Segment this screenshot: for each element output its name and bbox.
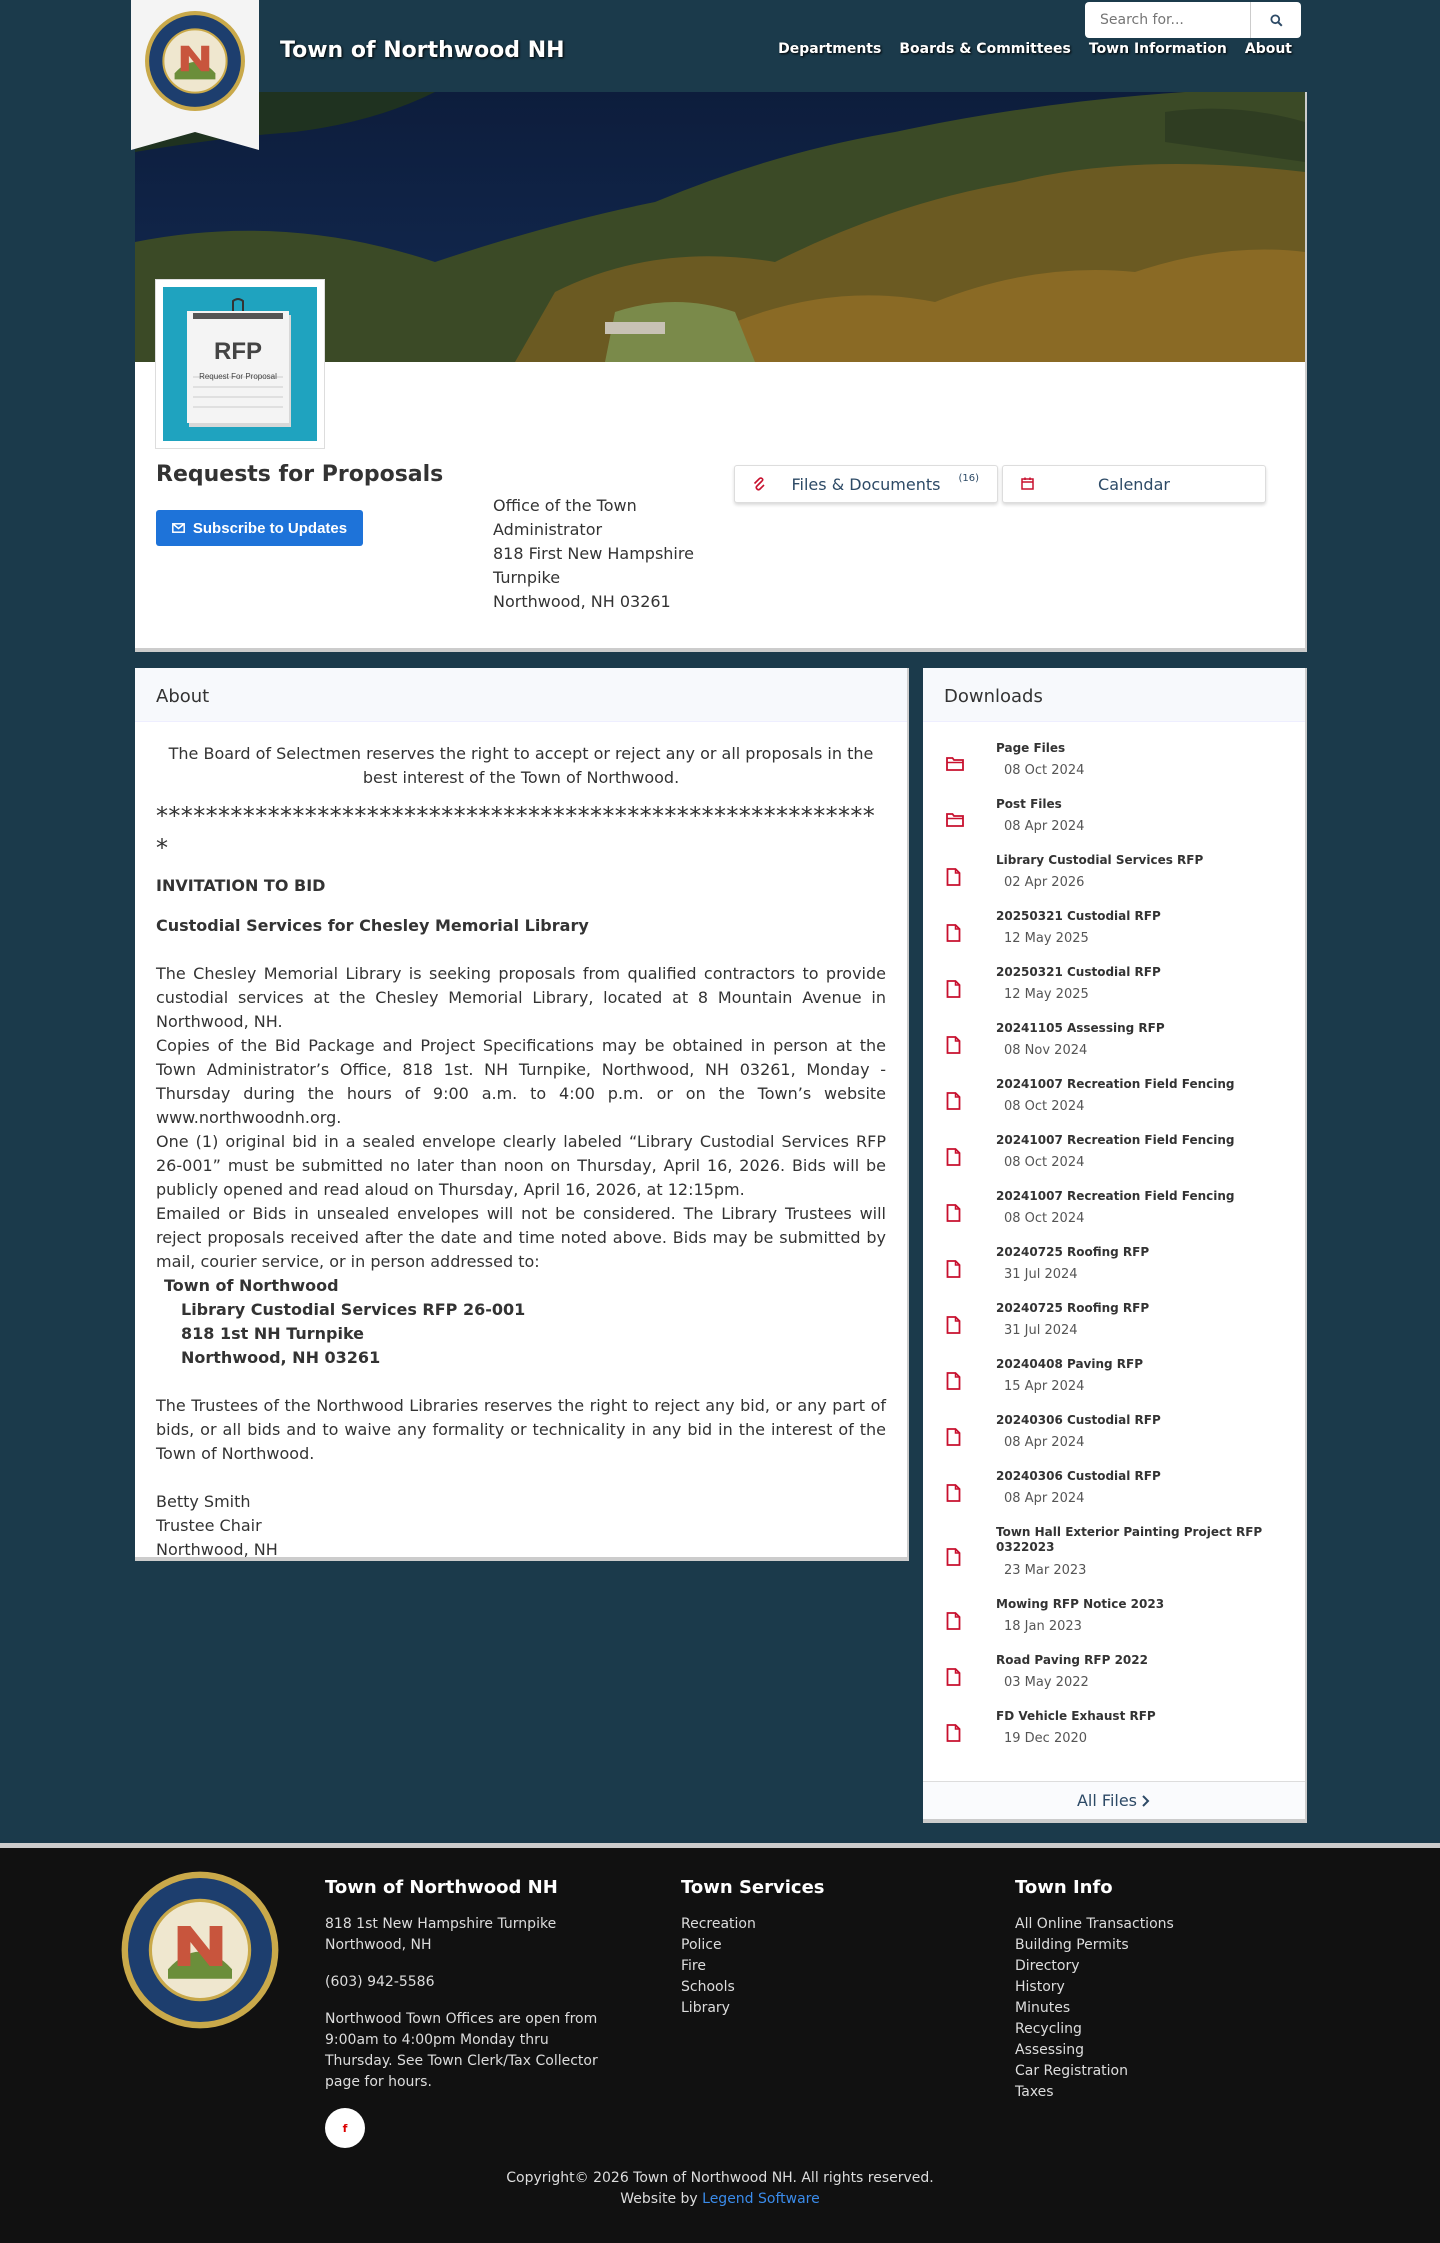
footer-hours: Northwood Town Offices are open from 9:00am to 4:00pm Monday thru Thursday. See Town Clerk/Tax Collector page for hours.: [325, 2011, 598, 2090]
file-icon: [946, 1428, 961, 1450]
downloads-heading: Downloads: [923, 668, 1305, 722]
bid-paragraph-5: The Trustees of the Northwood Libraries reserves the right to reject any bid, or any part of bids, or all bids and to waive any formality or technicality in any bid in the interest of the Town of Northwood.: [156, 1396, 886, 1463]
footer-town-seal: [120, 1870, 280, 2030]
signature-location: Northwood, NH: [156, 1540, 278, 1559]
file-icon: [946, 1548, 961, 1570]
folder-icon: [946, 812, 964, 831]
about-body: [135, 722, 907, 1582]
download-file-date: 03 May 2022: [1004, 1675, 1089, 1690]
footer-address-2: Northwood, NH: [325, 1937, 432, 1953]
bid-paragraph-4: Emailed or Bids in unsealed envelopes will not be considered. The Library Trustees will reject proposals received after the date and time noted above. Bids may be submitted by mail, courier service, or in person addressed to:: [156, 1204, 886, 1271]
copyright: [0, 2168, 1440, 2210]
download-item[interactable]: [923, 1238, 1305, 1294]
download-file-name[interactable]: 20240725 Roofing RFP: [996, 1245, 1150, 1259]
calendar-icon: [1021, 477, 1034, 490]
files-documents-label: Files & Documents: [791, 474, 941, 494]
download-file-date: 08 Nov 2024: [1004, 1043, 1088, 1058]
signature-title: Trustee Chair: [156, 1516, 262, 1535]
subscribe-button[interactable]: Subscribe to Updates: [156, 510, 363, 546]
footer-link-minutes[interactable]: Minutes: [1015, 2000, 1071, 2016]
download-file-date: 08 Apr 2024: [1004, 1491, 1085, 1506]
footer-link-building-permits[interactable]: Building Permits: [1015, 1937, 1129, 1953]
download-item[interactable]: [923, 1350, 1305, 1406]
download-item[interactable]: [923, 1294, 1305, 1350]
download-item[interactable]: [923, 902, 1305, 958]
search-input[interactable]: [1085, 2, 1251, 38]
download-file-date: 31 Jul 2024: [1004, 1323, 1078, 1338]
website-by-label: Website by: [620, 2191, 698, 2207]
nav-departments[interactable]: Departments: [778, 41, 882, 57]
download-file-date: 23 Mar 2023: [1004, 1563, 1087, 1578]
download-item[interactable]: [923, 846, 1305, 902]
file-icon: [946, 1612, 961, 1634]
footer-link-car-registration[interactable]: Car Registration: [1015, 2063, 1128, 2079]
download-file-date: 12 May 2025: [1004, 987, 1089, 1002]
main-nav: [778, 41, 1292, 57]
subject-heading: Custodial Services for Chesley Memorial Library: [156, 916, 589, 935]
download-file-date: 08 Oct 2024: [1004, 763, 1085, 778]
footer-phone[interactable]: (603) 942-5586: [325, 1974, 435, 1990]
download-item[interactable]: [923, 1646, 1305, 1702]
facebook-icon[interactable]: f: [325, 2108, 365, 2148]
mailing-line-3: Northwood, NH 03261: [181, 1348, 381, 1367]
bid-paragraph-2: Copies of the Bid Package and Project Specifications may be obtained in person at the Town Administrator’s Office, 818 1st. NH Turnpike, Northwood, NH 03261, Monday - Thursday during the hours of 9:00 a.m. to 4:00 p.m. or on the Town’s website www.northwoodnh.org.: [156, 1036, 886, 1127]
file-icon: [946, 1148, 961, 1170]
calendar-tab[interactable]: [1002, 465, 1266, 503]
footer-link-online-transactions[interactable]: All Online Transactions: [1015, 1916, 1174, 1932]
download-file-name[interactable]: 20241105 Assessing RFP: [996, 1021, 1165, 1035]
download-file-date: 12 May 2025: [1004, 931, 1089, 946]
nav-town-information[interactable]: Town Information: [1088, 41, 1227, 57]
mailing-line-1: Library Custodial Services RFP 26-001: [181, 1300, 526, 1319]
download-file-date: 15 Apr 2024: [1004, 1379, 1085, 1394]
svg-text:Request For Proposal: Request For Proposal: [199, 372, 277, 381]
footer-services-column: [681, 1876, 931, 2019]
download-file-name[interactable]: 20240408 Paving RFP: [996, 1357, 1144, 1371]
invitation-heading: INVITATION TO BID: [156, 876, 326, 895]
download-file-date: 02 Apr 2026: [1004, 875, 1085, 890]
files-documents-tab[interactable]: [734, 465, 998, 503]
download-file-date: 19 Dec 2020: [1004, 1731, 1088, 1746]
header: [0, 0, 1440, 92]
rfp-thumbnail: [155, 279, 325, 449]
about-card: [135, 668, 907, 1561]
nav-boards-committees[interactable]: Boards & Committees: [899, 41, 1071, 57]
download-item[interactable]: [923, 1590, 1305, 1646]
footer-contact-heading: Town of Northwood NH: [325, 1877, 558, 1898]
download-file-name[interactable]: Library Custodial Services RFP: [996, 853, 1204, 867]
file-icon: [946, 1036, 961, 1058]
calendar-label: Calendar: [1098, 474, 1170, 494]
footer-address-1: 818 1st New Hampshire Turnpike: [325, 1916, 557, 1932]
mailing-line-2: 818 1st NH Turnpike: [181, 1324, 365, 1343]
search-icon: [1270, 14, 1283, 27]
file-icon: [946, 980, 961, 1002]
download-file-name[interactable]: 20240306 Custodial RFP: [996, 1469, 1161, 1483]
copyright-text: Copyright© 2026 Town of Northwood NH. All rights reserved.: [506, 2170, 934, 2186]
files-count-badge: (16): [958, 473, 979, 484]
file-icon: [946, 1372, 961, 1394]
download-item[interactable]: [923, 1182, 1305, 1238]
bid-paragraph-3: One (1) original bid in a sealed envelope clearly labeled “Library Custodial Services RFP 26-001” must be submitted no later than noon on Thursday, April 16, 2026. Bids will be publicly opened and read aloud on Thursday, April 16, 2026, at 12:15pm.: [156, 1132, 886, 1199]
footer-link-history[interactable]: History: [1015, 1979, 1065, 1995]
file-icon: [946, 924, 961, 946]
download-file-name[interactable]: FD Vehicle Exhaust RFP: [996, 1709, 1156, 1723]
intro-text: The Board of Selectmen reserves the right to accept or reject any or all proposals in the best interest of the Town of Northwood.: [168, 744, 874, 787]
download-file-date: 08 Oct 2024: [1004, 1211, 1085, 1226]
svg-text:RFP: RFP: [214, 338, 262, 365]
vendor-link[interactable]: Legend Software: [702, 2191, 820, 2207]
footer-link-library[interactable]: Library: [681, 2000, 730, 2016]
download-file-date: 08 Oct 2024: [1004, 1099, 1085, 1114]
file-icon: [946, 1724, 961, 1746]
search-button[interactable]: [1251, 2, 1301, 38]
envelope-icon: [172, 523, 185, 533]
download-item[interactable]: [923, 734, 1305, 790]
footer-link-recreation[interactable]: Recreation: [681, 1916, 756, 1932]
file-icon: [946, 1092, 961, 1114]
download-item[interactable]: [923, 1126, 1305, 1182]
download-item[interactable]: [923, 1462, 1305, 1518]
download-file-name[interactable]: Town Hall Exterior Painting Project RFP 0322023: [996, 1525, 1263, 1554]
footer-link-schools[interactable]: Schools: [681, 1979, 735, 1995]
download-file-date: 18 Jan 2023: [1004, 1619, 1082, 1634]
file-icon: [946, 1484, 961, 1506]
download-item[interactable]: [923, 790, 1305, 846]
search-box: [1085, 2, 1301, 38]
page-header-card: [135, 92, 1305, 652]
footer-link-assessing[interactable]: Assessing: [1015, 2042, 1085, 2058]
town-seal-logo: [144, 10, 246, 112]
file-icon: [946, 1316, 961, 1338]
downloads-list: [923, 722, 1305, 1758]
download-file-name[interactable]: 20241007 Recreation Field Fencing: [996, 1077, 1235, 1091]
footer-link-fire[interactable]: Fire: [681, 1958, 706, 1974]
file-icon: [946, 1668, 961, 1690]
download-file-name[interactable]: Mowing RFP Notice 2023: [996, 1597, 1165, 1611]
all-files-link[interactable]: All Files: [923, 1781, 1305, 1819]
footer: [0, 1843, 1440, 2243]
download-file-name[interactable]: 20250321 Custodial RFP: [996, 909, 1161, 923]
office-address: Office of the Town Administrator 818 First New Hampshire Turnpike Northwood, NH 03261: [493, 496, 694, 611]
download-file-date: 08 Oct 2024: [1004, 1155, 1085, 1170]
download-file-name[interactable]: 20250321 Custodial RFP: [996, 965, 1161, 979]
download-item[interactable]: [923, 1406, 1305, 1462]
footer-link-directory[interactable]: Directory: [1015, 1958, 1080, 1974]
download-file-name[interactable]: 20240306 Custodial RFP: [996, 1413, 1161, 1427]
footer-link-taxes[interactable]: Taxes: [1015, 2084, 1054, 2100]
file-icon: [946, 1260, 961, 1282]
download-item[interactable]: [923, 958, 1305, 1014]
site-title[interactable]: Town of Northwood NH: [280, 38, 565, 63]
file-icon: [946, 868, 961, 890]
download-item[interactable]: [923, 1518, 1305, 1590]
download-file-name[interactable]: Page Files: [996, 741, 1066, 755]
download-file-name[interactable]: Road Paving RFP 2022: [996, 1653, 1148, 1667]
star-divider: ***********************************************************: [156, 802, 876, 862]
signature-name: Betty Smith: [156, 1492, 251, 1511]
footer-contact-column: [325, 1876, 615, 2093]
download-item[interactable]: [923, 1702, 1305, 1758]
download-file-date: 08 Apr 2024: [1004, 1435, 1085, 1450]
chevron-right-icon: [1141, 1795, 1151, 1807]
mailing-addressee: Town of Northwood: [164, 1276, 339, 1295]
download-file-name[interactable]: 20240725 Roofing RFP: [996, 1301, 1150, 1315]
download-file-date: 31 Jul 2024: [1004, 1267, 1078, 1282]
download-item[interactable]: [923, 1014, 1305, 1070]
folder-icon: [946, 756, 964, 775]
paperclip-icon: [753, 477, 765, 491]
footer-link-recycling[interactable]: Recycling: [1015, 2021, 1082, 2037]
downloads-card: [923, 668, 1305, 1823]
page-title: Requests for Proposals: [156, 462, 444, 487]
nav-about[interactable]: About: [1244, 41, 1292, 57]
bid-paragraph-1: The Chesley Memorial Library is seeking proposals from qualified contractors to provide custodial services at the Chesley Memorial Library, located at 8 Mountain Avenue in Northwood, NH.: [156, 964, 886, 1031]
download-file-date: 08 Apr 2024: [1004, 819, 1085, 834]
file-icon: [946, 1204, 961, 1226]
download-file-name[interactable]: 20241007 Recreation Field Fencing: [996, 1133, 1235, 1147]
about-heading: About: [135, 668, 907, 722]
footer-services-heading: Town Services: [681, 1877, 825, 1898]
footer-info-heading: Town Info: [1015, 1877, 1113, 1898]
footer-info-column: [1015, 1876, 1265, 2103]
footer-link-police[interactable]: Police: [681, 1937, 722, 1953]
download-file-name[interactable]: 20241007 Recreation Field Fencing: [996, 1189, 1235, 1203]
town-seal-ribbon[interactable]: [131, 0, 259, 150]
download-item[interactable]: [923, 1070, 1305, 1126]
download-file-name[interactable]: Post Files: [996, 797, 1062, 811]
